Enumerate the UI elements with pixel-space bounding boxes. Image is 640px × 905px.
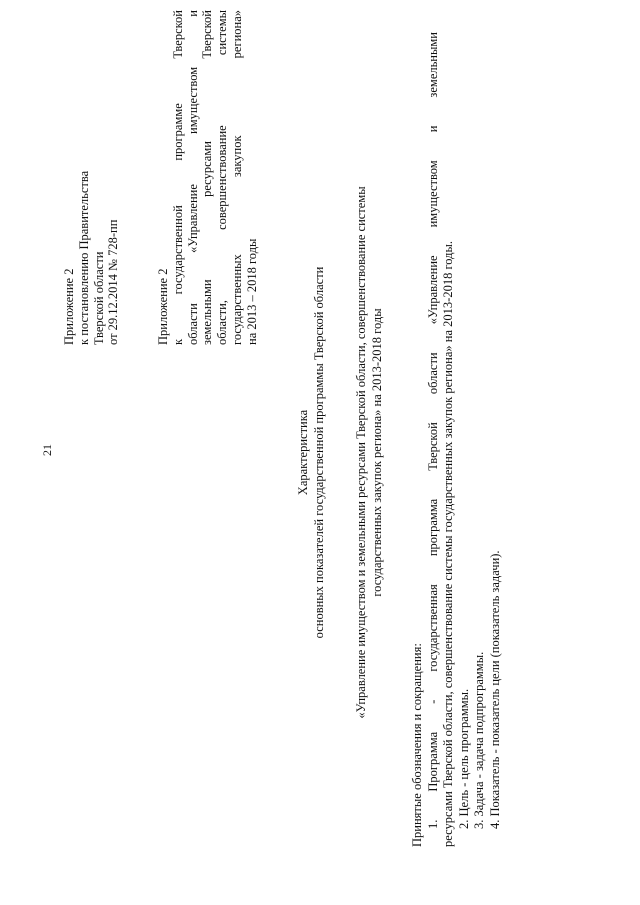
document-title	[296, 0, 327, 905]
abbreviation-item-program-continued: ресурсами Тверской области, совершенствование системы государственных закупок региона» на 2013-2018 годы.	[441, 240, 455, 847]
appendix-program-line: области, совершенствование системы	[215, 10, 230, 345]
abbreviation-item-program: 1. Программа - государственная программа Тверской области «Управление имуществом и земельными	[425, 32, 440, 829]
appendix-program-line: на 2013 – 2018 годы	[244, 238, 259, 345]
page-number: 21	[40, 444, 54, 456]
appendix-top-line: к постановлению Правительства	[76, 170, 91, 345]
appendix-resolution-reference	[62, 171, 121, 345]
program-name-line: «Управление имуществом и земельными ресурсами Тверской области, совершенствование системы	[354, 186, 368, 719]
appendix-program-line: к государственной программе Тверской	[170, 10, 185, 345]
program-name-line: государственных закупок региона» на 2013-2018 годы	[369, 308, 384, 597]
abbreviation-item-goal: 2. Цель - цель программы.	[456, 688, 471, 829]
abbreviations-heading: Принятые обозначения и сокращения:	[410, 643, 424, 847]
abbreviation-item-task: 3. Задача - задача подпрограммы.	[472, 651, 486, 829]
appendix-program-line: Приложение 2	[156, 268, 170, 345]
appendix-program-line: области «Управление имуществом и	[185, 10, 200, 345]
appendix-program-line: государственных закупок региона»	[229, 10, 244, 345]
appendix-top-line: от 29.12.2014 № 728-пп	[106, 219, 121, 345]
appendix-program-reference	[156, 10, 260, 345]
abbreviation-item-indicator: 4. Показатель - показатель цели (показатель задачи).	[487, 550, 502, 829]
abbreviations-section	[410, 32, 503, 847]
title-line: основных показателей государственной программы Тверской области	[311, 266, 326, 639]
title-line: Характеристика	[296, 409, 310, 496]
appendix-program-line: земельными ресурсами Тверской	[200, 10, 215, 345]
appendix-top-line: Тверской области	[91, 251, 106, 345]
appendix-top-line: Приложение 2	[62, 268, 76, 345]
program-name	[354, 0, 385, 905]
